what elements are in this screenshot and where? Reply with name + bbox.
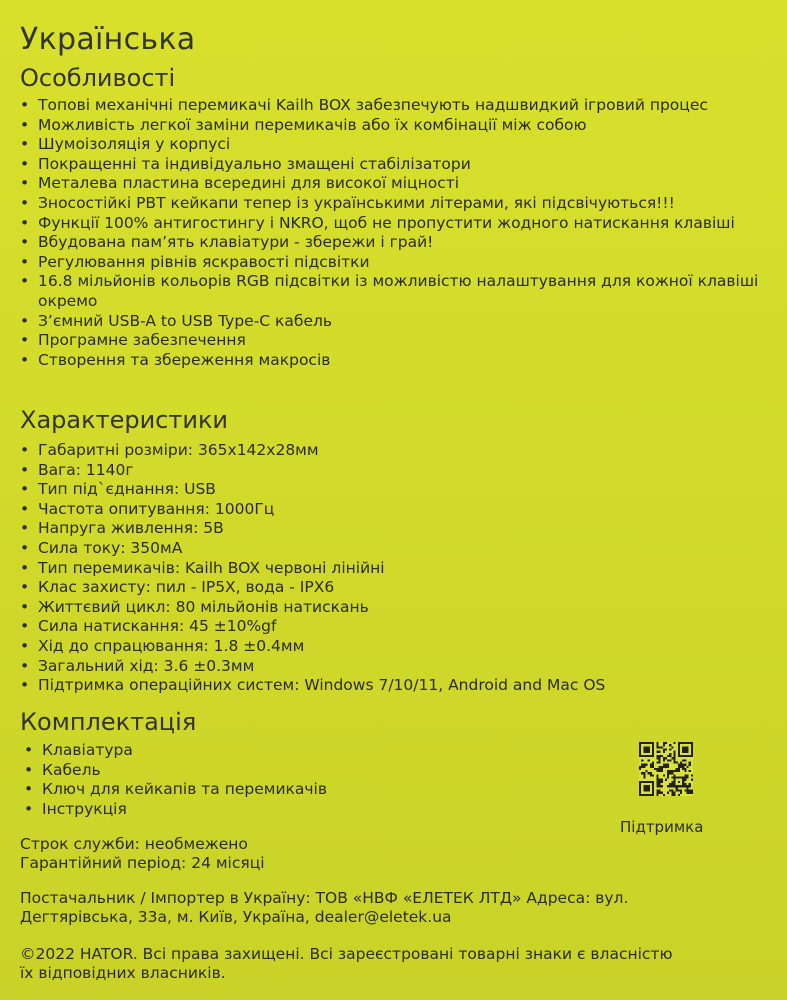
qr-label: Підтримка (620, 818, 704, 836)
spec-item: • Сила току: 350мА (20, 539, 760, 559)
feature-item: • Зносостійкі PBT кейкапи тепер із українськими літерами, які підсвічуються!!! (20, 194, 760, 214)
feature-item: • Металева пластина всередині для високої міцності (20, 174, 760, 194)
feature-item: • Функції 100% антигостингу і NKRO, щоб не пропустити жодного натискання клавіші (20, 214, 760, 234)
spec-item: • Частота опитування: 1000Гц (20, 500, 760, 520)
feature-item: • З’ємний USB-A to USB Type-C кабель (20, 312, 760, 332)
kit-item: • Клавіатура (24, 741, 424, 761)
feature-item: • Топові механічні перемикачі Kailh BOX забезпечують надшвидкий ігровий процес (20, 96, 760, 116)
features-list (20, 96, 760, 370)
kit-list (24, 741, 424, 819)
feature-item: • Можливість легкої заміни перемикачів або їх комбінації між собою (20, 116, 760, 136)
spec-item: • Клас захисту: пил - IP5X, вода - IPX6 (20, 578, 760, 598)
spec-item: • Габаритні розміри: 365x142x28мм (20, 441, 760, 461)
spec-item: • Загальний хід: 3.6 ±0.3мм (20, 657, 760, 677)
feature-item: • 16.8 мільйонів кольорів RGB підсвітки із можливістю налаштування для кожної клавіші окремо (20, 272, 760, 311)
service-life: Строк служби: необмежено (20, 835, 248, 853)
spec-item: • Тип перемикачів: Kailh BOX червоні лінійні (20, 559, 760, 579)
feature-item: • Регулювання рівнів яскравості підсвітки (20, 253, 760, 273)
feature-item: • Вбудована пам’ять клавіатури - збережи і грай! (20, 233, 760, 253)
feature-item: • Шумоізоляція у корпусі (20, 135, 760, 155)
support-qr-code[interactable] (639, 742, 693, 796)
kit-title: Комплектація (20, 708, 197, 736)
qr-code-icon (639, 742, 693, 796)
features-title: Особливості (20, 64, 176, 92)
kit-item: • Інструкція (24, 800, 424, 820)
supplier-line-2: Дегтярівська, 33а, м. Київ, Україна, dealer@eletek.ua (20, 908, 452, 926)
kit-item: • Ключ для кейкапів та перемикачів (24, 780, 424, 800)
spec-item: • Вага: 1140г (20, 461, 760, 481)
feature-item: • Програмне забезпечення (20, 331, 760, 351)
kit-item: • Кабель (24, 761, 424, 781)
specs-list (20, 441, 760, 696)
language-title: Українська (20, 22, 196, 57)
supplier-line-1: Постачальник / Імпортер в Україну: ТОВ «НВФ «ЕЛЕТЕК ЛТД» Адреса: вул. (20, 889, 629, 907)
feature-item: • Створення та збереження макросів (20, 351, 760, 371)
spec-item: • Тип під`єднання: USB (20, 480, 760, 500)
spec-item: • Сила натискання: 45 ±10%gf (20, 617, 760, 637)
spec-item: • Хід до спрацювання: 1.8 ±0.4мм (20, 637, 760, 657)
feature-item: • Покращенні та індивідуально змащені стабілізатори (20, 155, 760, 175)
spec-item: • Напруга живлення: 5В (20, 519, 760, 539)
copyright-line-2: їх відповідних власників. (20, 964, 226, 982)
copyright-line-1: ©2022 HATOR. Всі права захищені. Всі зареєстровані товарні знаки є власністю (20, 945, 673, 963)
specs-title: Характеристики (20, 406, 229, 434)
spec-item: • Підтримка операційних систем: Windows 7/10/11, Android and Mac OS (20, 676, 760, 696)
spec-item: • Життєвий цикл: 80 мільйонів натискань (20, 598, 760, 618)
warranty-period: Гарантійний період: 24 місяці (20, 854, 265, 872)
